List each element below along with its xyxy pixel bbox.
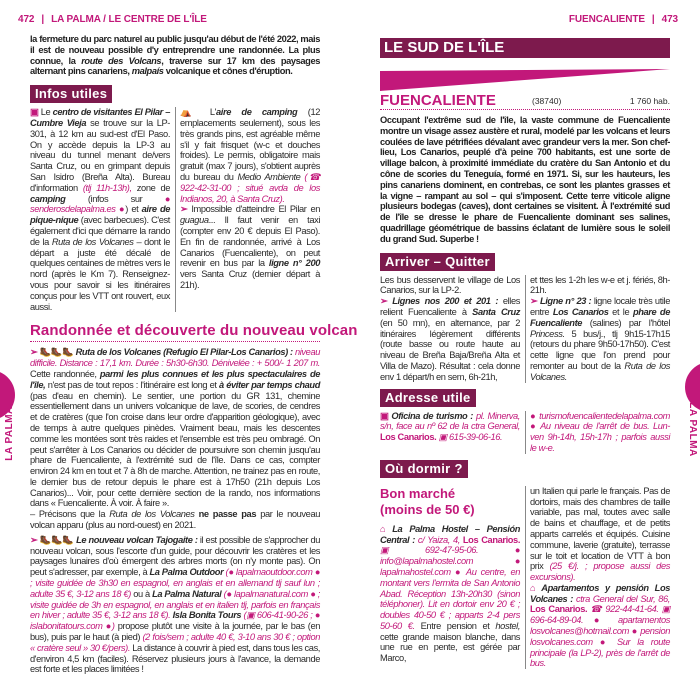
text-run: parmi les plus connues et les plus spectaculaires de l'île, [30, 368, 320, 390]
text-run: aire de pique-nique [30, 204, 170, 226]
left-page [30, 34, 358, 675]
text-run: Les bus desservent le village de Los Canarios, sur la LP-2. [380, 274, 520, 296]
text-run: ➢ [530, 296, 540, 307]
section-title: LE SUD DE L'ÎLE [380, 38, 670, 58]
text-run: cette grande maison blanche, dans une rue en pente, est gérée par Marco, [380, 631, 520, 664]
dormir-columns [380, 486, 670, 670]
text-run: (tlj 11h-13h), [82, 182, 132, 193]
text-run: aire de camping [216, 107, 298, 118]
side-label: LA PALMA [3, 406, 15, 461]
text-run: Le nouveau volcan Tajogaite : [76, 534, 198, 545]
text-run: (25 €/j. ; propose aussi des excursions). [530, 561, 670, 583]
town-header [380, 92, 670, 110]
rando-paragraph-3 [30, 535, 320, 675]
text-run: ligne locale très utile entre [530, 296, 670, 317]
text-run: pl. Minerva, s/n, face au nº 62 de la ctra General, [380, 410, 520, 432]
text-run: (▣ 606-41-90-26 ; ● islabonitatours.com ●) [30, 610, 321, 632]
rando-paragraph-1 [30, 347, 320, 509]
text-run: La distance à couvrir à pied est, dans tous les cas, d'environ 4,5 km (faciles). Réservez plusieurs jours à l'avance, la demande est forte et les places limitées ! [30, 642, 320, 675]
text-run: par le nouveau volcan apparu (plus au nord-ouest) en 2021. [30, 509, 320, 531]
text-run: Cette randonnée, [30, 368, 100, 379]
text-run: Impossible d'atteindre El Pilar en [191, 204, 320, 215]
text-run: guagua [180, 215, 209, 226]
page-number: 473 [661, 14, 678, 25]
text-run: zone de [131, 182, 171, 193]
text-run: 🥾🥾🥾 [39, 534, 77, 545]
text-run: un Italien qui parle le français. Pas de dortoirs, mais des chambres de taille variable, pas mal, toutes avec salle de bains et chauffage, et de petits apparts carrelés et équipés. Cuisine commune, laverie (gratuite), terrasse sur le toit et location de VTT à bon prix [530, 485, 670, 572]
text-run: ⌂ [380, 523, 393, 534]
text-run: Apartamentos y pensión Los Volcanes : [530, 582, 670, 604]
text-run: ● senderosdelapalma.es ● [30, 193, 170, 215]
running-head: LA PALMA / LE CENTRE DE L'ÎLE [51, 14, 207, 25]
town-name: FUENCALIENTE [380, 92, 496, 109]
text-run: (● lapalmaoutdoor.com ● ; visite guidée de 3h30 en espagnol, en anglais et en allemand tlj sauf lun ; adulte 35 €, 3-12 ans 18 €) [30, 567, 320, 599]
adresse-col-2 [530, 411, 670, 454]
divider: | [651, 14, 655, 25]
text-run: (avec barbecues). C'est également d'ici que démarre la rando de la [30, 215, 170, 247]
dormir-col-2 [530, 486, 670, 670]
infos-col-2 [180, 107, 320, 312]
rando-paragraph-2 [30, 509, 320, 531]
text-run: ▣ [30, 107, 41, 118]
text-run: – dont le départ a juste été décalé de quelques centaines de mètres vers le nord (après le Km 7). Renseignez-vous pour savoir si les itinéraires conçus pour les VTT ont rouvert, eux aussi. [30, 236, 171, 312]
decorative-wedge [380, 69, 670, 91]
text-run: volcanique et cônes d'éruption. [163, 66, 293, 77]
divider: | [41, 14, 45, 25]
text-run: niveau difficile. Distance : 17,1 km. Durée : 5h30-6h30. Dénivelée : + 500/- 1 207 m. [30, 347, 320, 369]
text-run: ) et [125, 204, 142, 215]
text-run: et ttes les 1-2h les w-e et j. fériés, 8h-21h. [530, 274, 670, 296]
text-run: La Palma Outdoor [149, 567, 224, 578]
text-run: à éviter par temps chaud [219, 379, 320, 390]
dormir-left [380, 486, 520, 670]
column-divider [525, 486, 526, 670]
side-label: LA PALMA [686, 402, 698, 457]
text-run: se trouve sur la LP-301, à 12 km au sud-est d'El Paso. On y accède depuis la LP-3 au niveau du tunnel menant de/vers Santa Cruz, ou en grimpant depuis San Isidro (Breña Alta). Bureau d'information [30, 117, 170, 193]
dormir-col-1 [380, 524, 520, 664]
right-running-header [569, 14, 678, 25]
text-run: ▣ 692-47-95-06. ● info@lapalmahostel.com ● lapalmahostel.com ● Au centre, en montant vers l'ermita de San Antonio Abad. Réception 13h-20h30 (sinon téléphoner). Lit en dortoir env 20 € ; doubles 40-50 € ; apparts 2-4 pers 50-60 €. [380, 545, 520, 631]
text-run: Medio Ambiente [237, 171, 301, 182]
text-run: Lignes nos 200 et 201 : [392, 296, 499, 307]
text-run: ● turismofuencalientedelapalma.com ● Au niveau de l'arrêt de bus. Lun-ven 9h-14h, 15h-17h ; parfois aussi le w-e. [530, 410, 670, 453]
text-run: Ruta de los Volcanes [51, 236, 134, 247]
text-run: (☎ 922-42-31-00 ; situé avda de los Indianos, 20, à Santa Cruz). [180, 171, 320, 204]
text-run: Le [40, 107, 53, 118]
text-run: La Palma Hostel – Pensión Central : [380, 523, 520, 545]
text-run: propose plutôt une visite à la journée, par le bas (en bus), puis par le haut (à pied) [30, 621, 320, 643]
text-run: ou à [130, 588, 153, 599]
running-head: FUENCALIENTE [568, 14, 645, 25]
text-run: Ligne n° 23 : [539, 296, 592, 307]
text-run: et le [608, 306, 633, 317]
text-run: malpaís [131, 66, 164, 77]
text-run: (12 emplacements seulement), sous les très grands pins, est agréable même s'il y fait frisquet (w-c et douches froides). Le permis, obligatoire mais gratuit (max 7 jours), s'obtient auprès du bureau du [180, 107, 321, 182]
text-run: elles relient Fuencaliente à [380, 296, 520, 317]
infos-col-1 [30, 107, 170, 312]
population: 1 760 hab. [629, 96, 670, 106]
left-running-header [18, 14, 207, 25]
text-run: 🥾🥾🥾 [39, 347, 76, 358]
text-run: c/ Yaiza, 4, [414, 534, 463, 545]
text-run: ➢ [30, 347, 40, 358]
text-run: , traverse sur 17 km des paysages alternant pins canariens, [30, 55, 321, 77]
adresse-col-1 [380, 411, 520, 454]
text-run: il est possible de s'approcher du nouveau volcan, sous l'escorte d'un guide, pour découvrir les cratères et les paysages lunaires d'où émergent des arbres morts (on n'y monte pas). On peut s'adresser, par exemple, à [30, 534, 320, 578]
column-divider [525, 411, 526, 454]
text-run: (salines) par l'hôtel [582, 317, 670, 328]
text-run: ligne n° 200 [268, 258, 320, 269]
infos-utiles-heading: Infos utiles [30, 85, 112, 103]
text-run: centro de visitantes El Pilar – Cumbre Vieja [30, 107, 170, 128]
text-run: ... Il faut venir en taxi (compter env 20 € depuis El Paso). En fin de randonnée, arrivé à Los Canarios (Fuencaliente), on peut revenir en bus par la [180, 215, 320, 269]
text-run: (● lapalmanatural.com ● ; visite guidée de 3h en espagnol, en anglais et en italien tlj, parfois en français en hiver ; adulte 35 €, 3-12 ans 18 €). [30, 588, 320, 621]
arriver-col-1 [380, 275, 520, 383]
text-run: Occupant l'extrême sud de l'île, la vaste commune de Fuencaliente montre un visage assez austère et rural, modelé par les volcans et leurs coulées de lave pétrifiées dévalant avec grandeur vers la mer. Son chef-lieu, Los Canarios, peuplé d'à peine 700 habitants, est une sorte de village balcon, à proximité immédiate du cratère du San Antonio et du cône de scories du Teneguía, formé en 1971. Si, sur les hauteurs, les pins canariens dominent, en contrebas, ce sont les plantes grasses et la vigne – rampant au sol – qui s'imposent. Cette terre viticole aligne plusieurs bodegas (caves), dont certaines se visitent. À l'extrémité sud de l'île se dresse le phare de Fuencaliente dominant ses salines, quadrillage géométrique de bassins éclatant de lumière sous le soleil du grand Sud. Superbe ! [380, 115, 670, 244]
ou-dormir-heading: Où dormir ? [380, 460, 468, 478]
text-run: ➢ [380, 296, 393, 307]
rando-section [30, 347, 320, 675]
arriver-col-2 [530, 275, 670, 383]
text-run: Los Canarios. [380, 432, 437, 443]
text-run: (en 50 mn), en alternance, par 2 itinéraires légèrement différents (route basse ou route haute au niveau de Breña Baja/Breña Alta et Villa de Mazo). Résultat : cela donne env 1 départ/h en sem, 6h-21h, [380, 317, 520, 382]
text-run: (infos sur [65, 193, 165, 204]
text-run: Isla Bonita Tours [172, 610, 242, 621]
text-run: ➢ [180, 204, 192, 215]
text-run: Los Canarios. [462, 534, 520, 545]
text-run: ▣ 615-39-06-16. [436, 432, 503, 443]
text-run: ne passe pas [194, 509, 257, 520]
text-run: 5 bus/j., tlj 9h15-17h15 (retours du phare 9h50-17h50). C'est cette ligne que l'on prend pour remonter au bout de la [530, 328, 670, 371]
text-run: n'est pas de tout repos : l'itinéraire est long et [45, 379, 220, 390]
right-page [380, 38, 670, 669]
text-run: Los Canarios. [530, 604, 588, 615]
postcode: (38740) [532, 96, 562, 106]
text-run: la fermeture du parc naturel au public jusqu'au début de l'été 2022, mais il est de nouveau possible d'y entreprendre une randonnée. La plus connue, la [30, 34, 320, 66]
page-number: 472 [18, 14, 35, 25]
text-run: La Palma Natural [152, 588, 222, 599]
text-run: L' [209, 107, 217, 118]
column-divider [525, 275, 526, 383]
adresse-columns [380, 411, 670, 454]
rando-heading: Randonnée et découverte du nouveau volcan [30, 322, 320, 342]
intro-paragraph [30, 34, 320, 77]
arriver-quitter-heading: Arriver – Quitter [380, 253, 495, 271]
text-run: ➢ [30, 534, 40, 545]
text-run: – Précisons que la [30, 509, 110, 520]
price-category: Bon marché (moins de 50 €) [380, 485, 475, 517]
text-run: ☎ 922-44-41-64. ▣ 696-64-89-04. ● apartamentos losvolcanes@hotmail.com ● pension losvolcanes.com ● Sur la route principale (la LP-2), près de l'arrêt de bus. [530, 604, 671, 669]
infos-columns [30, 107, 320, 312]
text-run: route des Volcans [81, 55, 162, 66]
text-run: ▣ [380, 410, 392, 421]
adresse-utile-heading: Adresse utile [380, 389, 476, 407]
text-run: ctra General del Sur, 86, [572, 593, 670, 604]
text-run: ⌂ [530, 582, 542, 593]
town-intro [380, 115, 670, 245]
arriver-columns [380, 275, 670, 383]
text-run: Ruta de los Volcanes [109, 509, 195, 520]
text-run: Ruta de los Volcanes (Refugio El Pilar-Los Canarios) : [75, 347, 293, 358]
text-run: Princess. [530, 328, 565, 339]
text-run: Entre pension et [414, 620, 496, 631]
text-run: Oficina de turismo : [391, 410, 473, 421]
text-run: Santa Cruz [472, 306, 521, 317]
text-run: hostel, [495, 620, 520, 631]
text-run: phare de Fuencaliente [530, 306, 670, 328]
text-run: (2 fois/sem ; adulte 40 €, 3-10 ans 30 € ; option « cratère seul » 30 €/pers). [30, 632, 320, 653]
text-run: vers Santa Cruz (dernier départ à 21h). [180, 269, 320, 290]
text-run: Ruta de los Volcanes. [530, 360, 670, 382]
text-run: Los Canarios [552, 306, 609, 317]
column-divider [175, 107, 176, 312]
text-run: camping [30, 193, 66, 204]
text-run: (pas d'eau en chemin). Le sentier, une portion du GR 131, chemine essentiellement dans un univers volcanique de lave, de scories, de cendres et de cratères (que l'on croise dans leur ordre d'apparition géologique), avec de temps à autre quelques pinèdes. Vraiment beau, mais les descentes comme les montées sont très raides et l'ensemble est très peu ombragé. On peut s'arrêter à Los Canarios ou décider de poursuivre son chemin jusqu'au phare de Fuencaliente, à l'extrémité sud de l'île. Dans ce cas, compter environ 24 km en tout et 7 à 8h de marche. Attention, ne trainez pas en route, le dernier bus de retour depuis le phare est à 17h50 (21h depuis Los Canarios)... Voir, pour cette dernière section de la rando, nos informations dans « Fuencaliente. À voir. À faire ». [30, 390, 320, 509]
text-run: ⛺ [180, 107, 210, 118]
